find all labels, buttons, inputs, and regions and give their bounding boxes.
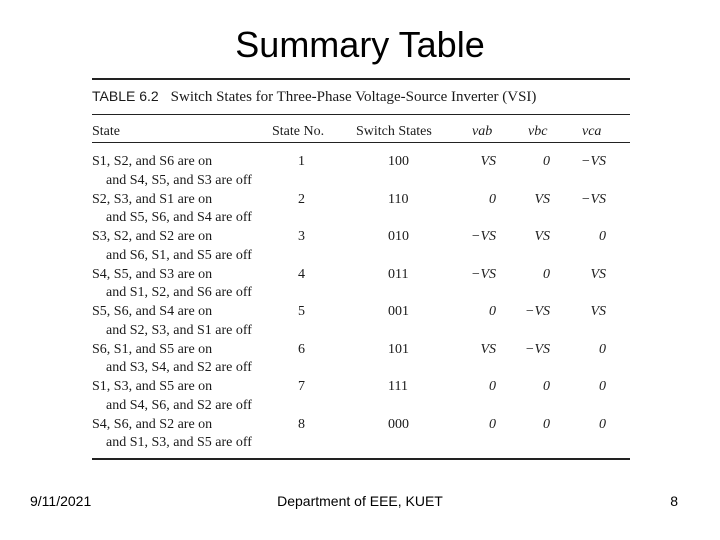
table-caption-text: Switch States for Three-Phase Voltage-Source Inverter (VSI) <box>170 89 537 105</box>
footer-date: 9/11/2021 <box>30 493 92 509</box>
vca-value: 0 <box>599 229 606 244</box>
table-bottom-rule <box>92 458 630 460</box>
header-switch-states: Switch States <box>356 124 432 139</box>
vca-value: VS <box>590 266 606 282</box>
switch-state: 110 <box>388 191 409 207</box>
state-off-text: and S4, S6, and S2 are off <box>106 397 252 413</box>
vab-value: 0 <box>489 416 496 432</box>
state-number: 8 <box>298 416 305 432</box>
vca-value: −VS <box>581 191 606 207</box>
vab-value: VS <box>480 341 496 357</box>
footer-department: Department of EEE, KUET <box>277 493 443 509</box>
vbc-value: VS <box>534 191 550 207</box>
header-vbc: vbc <box>528 124 548 139</box>
vab-value: −VS <box>471 266 496 282</box>
table-top-rule <box>92 78 630 80</box>
state-number: 1 <box>298 154 305 169</box>
state-off-text: and S6, S1, and S5 are off <box>106 247 252 263</box>
slide-number: 8 <box>670 493 678 509</box>
switch-state: 011 <box>388 266 409 282</box>
table-row <box>88 378 632 416</box>
state-number: 5 <box>298 304 305 319</box>
state-off-text: and S1, S2, and S6 are off <box>106 285 252 300</box>
state-number: 4 <box>298 266 305 282</box>
table-number: TABLE 6.2 <box>92 88 159 104</box>
switch-state: 001 <box>388 304 409 319</box>
switch-state: 111 <box>388 379 408 394</box>
vab-value: 0 <box>489 304 496 319</box>
state-description <box>92 416 252 453</box>
vbc-value: 0 <box>543 379 550 394</box>
table-row <box>88 191 632 229</box>
switch-state: 100 <box>388 154 409 169</box>
vbc-value: −VS <box>525 304 550 319</box>
state-off-text: and S1, S3, and S5 are off <box>106 435 252 450</box>
vab-value: 0 <box>489 191 496 207</box>
scanned-table <box>88 76 632 464</box>
table-row <box>88 341 632 379</box>
state-on-text: S6, S1, and S5 are on <box>92 341 213 357</box>
table-row <box>88 303 632 341</box>
state-number: 7 <box>298 379 305 394</box>
switch-state: 000 <box>388 416 409 432</box>
state-description <box>92 153 252 190</box>
header-vab: vab <box>472 124 493 139</box>
vab-value: −VS <box>471 229 496 244</box>
state-on-text: S2, S3, and S1 are on <box>92 191 213 207</box>
header-vca: vca <box>582 124 602 139</box>
vbc-value: 0 <box>543 416 550 432</box>
header-state: State <box>92 124 120 139</box>
state-description <box>92 341 252 378</box>
state-off-text: and S4, S5, and S3 are off <box>106 172 252 188</box>
vbc-value: VS <box>534 229 550 244</box>
state-description <box>92 266 252 303</box>
state-on-text: S5, S6, and S4 are on <box>92 304 213 319</box>
switch-state: 101 <box>388 341 409 357</box>
state-off-text: and S2, S3, and S1 are off <box>106 322 252 338</box>
slide-title: Summary Table <box>235 24 485 65</box>
state-off-text: and S3, S4, and S2 are off <box>106 360 252 375</box>
state-off-text: and S5, S6, and S4 are off <box>106 210 252 225</box>
state-number: 6 <box>298 341 305 357</box>
state-description <box>92 378 252 415</box>
vca-value: 0 <box>599 416 606 432</box>
vbc-value: 0 <box>543 154 550 169</box>
table-row <box>88 153 632 191</box>
vbc-value: 0 <box>543 266 550 282</box>
vca-value: VS <box>590 304 606 319</box>
vab-value: VS <box>480 154 496 169</box>
state-on-text: S4, S5, and S3 are on <box>92 266 213 282</box>
vca-value: −VS <box>581 154 606 169</box>
vca-value: 0 <box>599 379 606 394</box>
caption-rule <box>92 114 630 115</box>
vab-value: 0 <box>489 379 496 394</box>
header-rule <box>92 142 630 143</box>
header-state-no: State No. <box>272 124 325 139</box>
state-description <box>92 228 252 265</box>
state-number: 2 <box>298 191 305 207</box>
table-row <box>88 416 632 454</box>
state-description <box>92 191 252 228</box>
table-row <box>88 228 632 266</box>
vbc-value: −VS <box>525 341 550 357</box>
state-number: 3 <box>298 229 305 244</box>
state-on-text: S1, S3, and S5 are on <box>92 379 213 394</box>
state-on-text: S4, S6, and S2 are on <box>92 416 213 432</box>
switch-state: 010 <box>388 229 409 244</box>
state-on-text: S3, S2, and S2 are on <box>92 229 213 244</box>
state-description <box>92 303 252 340</box>
vca-value: 0 <box>599 341 606 357</box>
table-row <box>88 266 632 304</box>
state-on-text: S1, S2, and S6 are on <box>92 154 213 169</box>
table-caption <box>92 88 536 106</box>
